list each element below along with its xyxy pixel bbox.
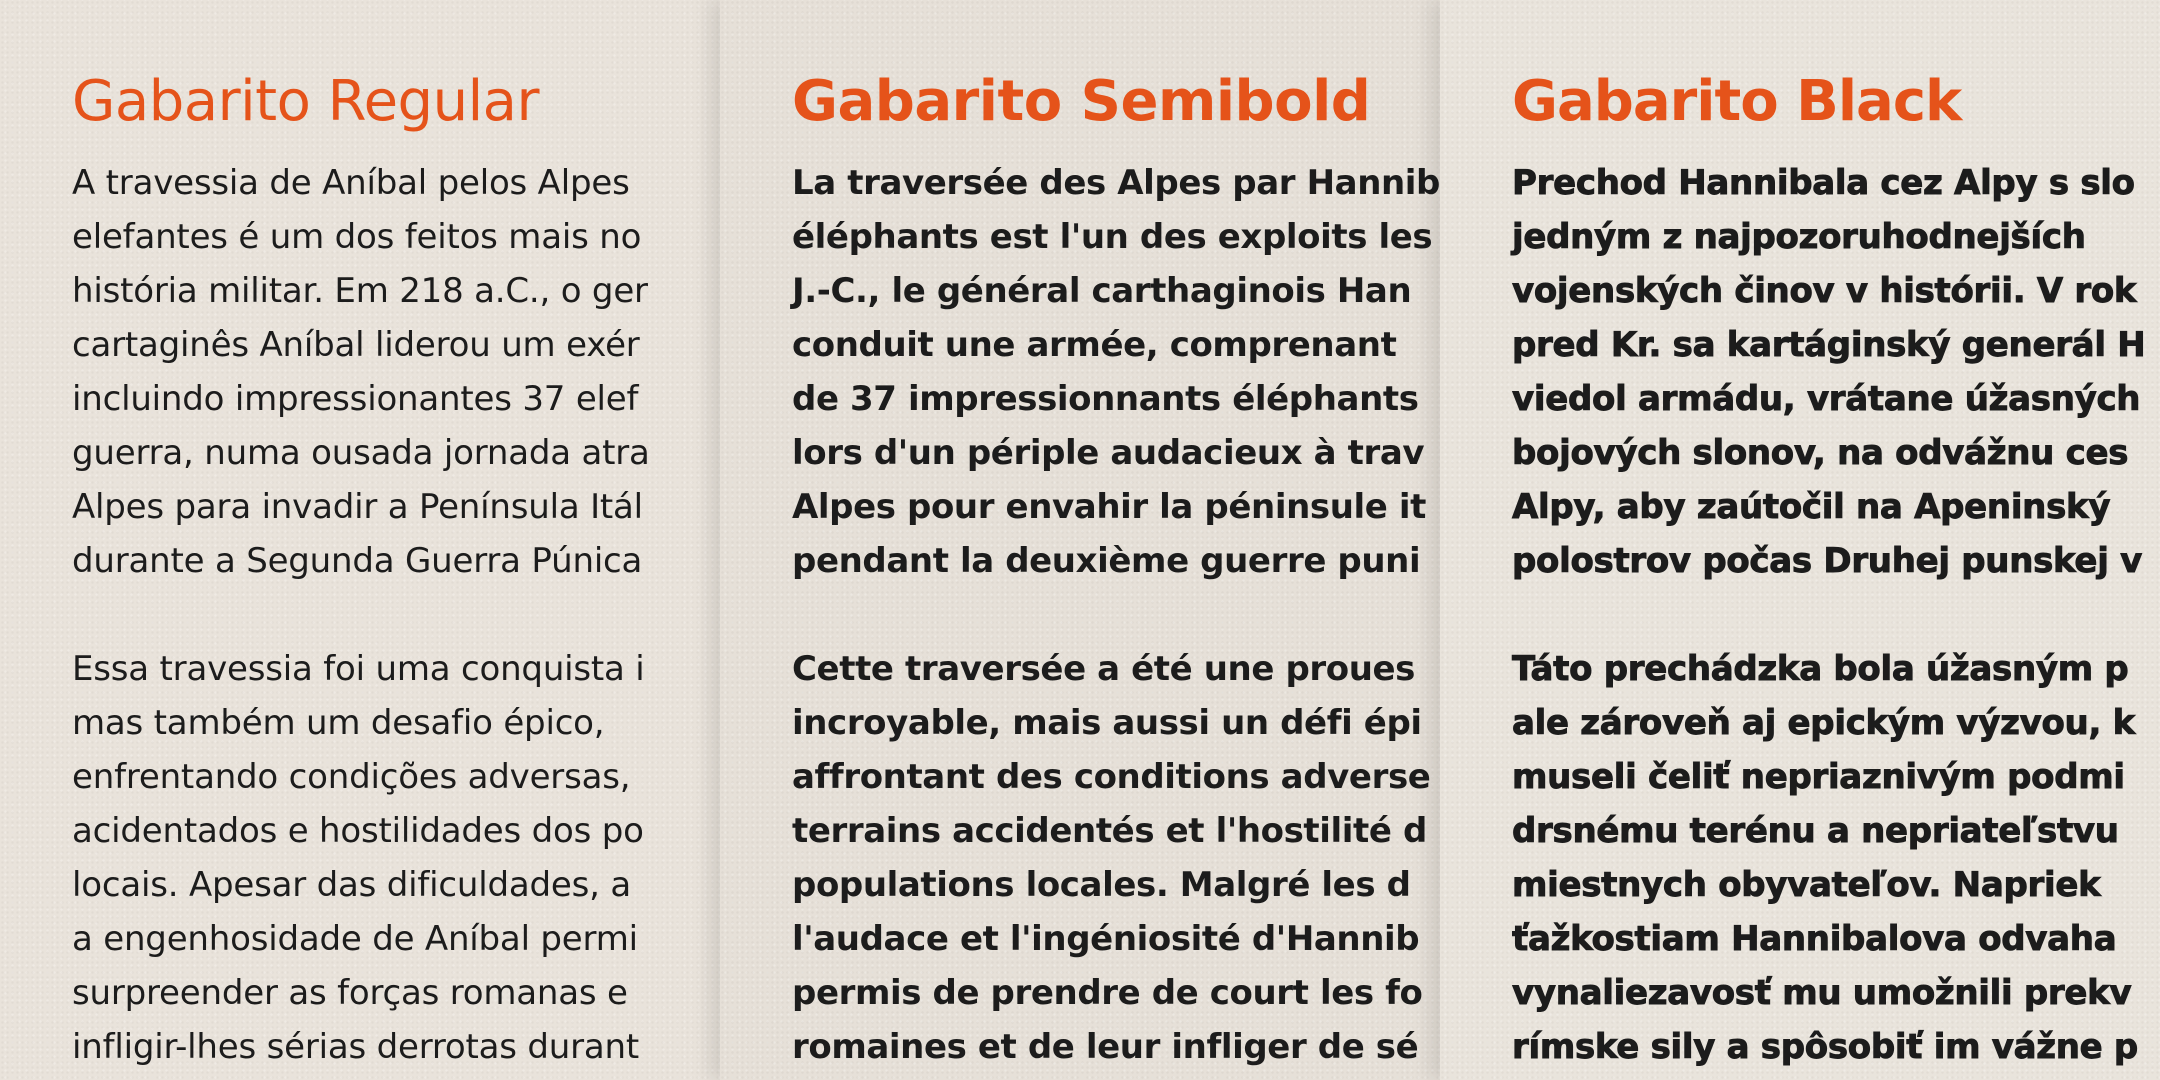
text-line: permis de prendre de court les fo [792, 973, 1423, 1013]
text-line: surpreender as forças romanas e [72, 973, 628, 1013]
panel-title: Gabarito Black [1512, 69, 1962, 134]
paragraph [72, 642, 720, 1074]
text-line: J.-C., le général carthaginois Han [792, 271, 1412, 311]
text-line: incluindo impressionantes 37 elef [72, 379, 639, 419]
text-line: Alpes pour envahir la péninsule it [792, 487, 1426, 527]
text-line: miestnych obyvateľov. Napriek [1512, 865, 2101, 905]
text-line: romaines et de leur infliger de sé [792, 1027, 1419, 1067]
panel-content [792, 66, 1440, 1074]
text-line: populations locales. Malgré les d [792, 865, 1411, 905]
paragraph [72, 156, 720, 588]
text-line: éléphants est l'un des exploits les [792, 217, 1433, 257]
panel-content [72, 66, 720, 1074]
text-line: guerra, numa ousada jornada atra [72, 433, 650, 473]
paragraph [792, 156, 1440, 588]
text-line: mas também um desafio épico, [72, 703, 605, 743]
text-line: Alpy, aby zaútočil na Apeninský [1512, 487, 2111, 527]
text-line: lors d'un périple audacieux à trav [792, 433, 1425, 473]
text-line: Cette traversée a été une proues [792, 649, 1416, 689]
text-line: l'audace et l'ingéniosité d'Hannib [792, 919, 1420, 959]
text-line: cartaginês Aníbal liderou um exér [72, 325, 640, 365]
text-line: bojových slonov, na odvážnu ces [1512, 433, 2129, 473]
text-line: ale zároveň aj epickým výzvou, k [1512, 703, 2135, 743]
text-line: terrains accidentés et l'hostilité d [792, 811, 1427, 851]
paragraph [1512, 642, 2160, 1074]
text-line: Essa travessia foi uma conquista i [72, 649, 645, 689]
text-line: durante a Segunda Guerra Púnica [72, 541, 643, 581]
text-line: museli čeliť nepriaznivým podmi [1512, 757, 2125, 797]
text-line: pred Kr. sa kartáginský generál H [1512, 325, 2146, 365]
text-line: enfrentando condições adversas, [72, 757, 631, 797]
text-line: vojenských činov v histórii. V rok [1512, 271, 2137, 311]
paragraph [792, 642, 1440, 1074]
text-line: ťažkostiam Hannibalova odvaha [1512, 919, 2117, 959]
text-line: infligir-lhes sérias derrotas durant [72, 1027, 640, 1067]
text-line: drsnému terénu a nepriateľstvu [1512, 811, 2119, 851]
panel-semibold [720, 0, 1440, 1080]
text-line: viedol armádu, vrátane úžasných [1512, 379, 2141, 419]
panel-content [1512, 66, 2160, 1074]
panel-black [1440, 0, 2160, 1080]
text-line: pendant la deuxième guerre puni [792, 541, 1421, 581]
text-line: locais. Apesar das dificuldades, a [72, 865, 631, 905]
text-line: polostrov počas Druhej punskej v [1512, 541, 2142, 581]
text-line: Táto prechádzka bola úžasným p [1512, 649, 2129, 689]
text-line: história militar. Em 218 a.C., o ger [72, 271, 648, 311]
text-line: acidentados e hostilidades dos po [72, 811, 644, 851]
text-line: Alpes para invadir a Península Itál [72, 487, 643, 527]
panel-title: Gabarito Regular [72, 69, 539, 134]
text-line: La traversée des Alpes par Hannib [792, 163, 1440, 203]
text-line: elefantes é um dos feitos mais no [72, 217, 642, 257]
text-line: Prechod Hannibala cez Alpy s slo [1512, 163, 2135, 203]
panel-title: Gabarito Semibold [792, 69, 1371, 134]
panel-regular [0, 0, 720, 1080]
text-line: a engenhosidade de Aníbal permi [72, 919, 638, 959]
text-line: affrontant des conditions adverse [792, 757, 1431, 797]
text-line: vynaliezavosť mu umožnili prekv [1512, 973, 2132, 1013]
text-line: conduit une armée, comprenant [792, 325, 1397, 365]
text-line: jedným z najpozoruhodnejších [1512, 217, 2086, 257]
text-line: A travessia de Aníbal pelos Alpes [72, 163, 630, 203]
paragraph [1512, 156, 2160, 588]
text-line: incroyable, mais aussi un défi épi [792, 703, 1422, 743]
text-line: de 37 impressionnants éléphants [792, 379, 1419, 419]
text-line: rímske sily a spôsobiť im vážne p [1512, 1027, 2138, 1067]
